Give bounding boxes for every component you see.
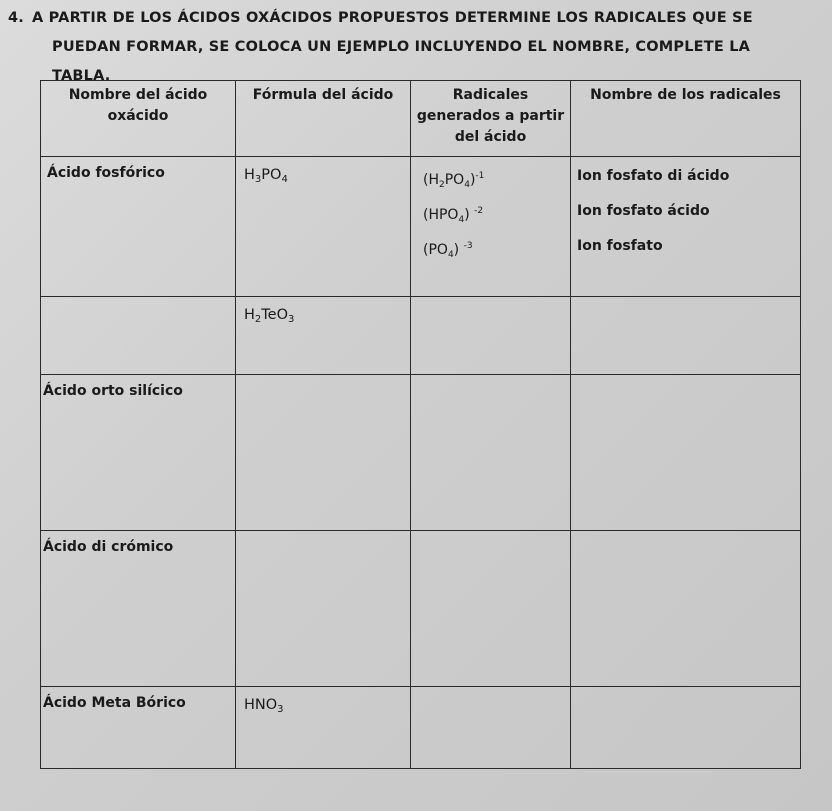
radical-name: Ion fosfato — [577, 238, 663, 254]
formula-subscript: 3 — [254, 174, 262, 185]
radical-item — [423, 231, 564, 266]
formula-part: HNO — [244, 697, 278, 713]
acid-name: Ácido fosfórico — [47, 165, 165, 181]
exercise-instructions — [8, 4, 808, 91]
formula-cell[interactable] — [236, 687, 411, 769]
radical-subscript: 4 — [458, 215, 465, 225]
formula-subscript: 3 — [277, 704, 284, 715]
radicals-list — [411, 157, 570, 266]
formula-part: H — [244, 167, 255, 183]
exercise-number: 4. — [8, 10, 24, 26]
formula-subscript: 4 — [281, 174, 288, 185]
radical-name: Ion fosfato ácido — [577, 203, 710, 219]
formula-cell[interactable] — [236, 297, 411, 375]
formula-subscript: 3 — [288, 314, 295, 325]
table-row — [41, 687, 801, 769]
instruction-line-2: PUEDAN FORMAR, SE COLOCA UN EJEMPLO INCLUYENDO EL NOMBRE, COMPLETE LA — [52, 39, 751, 55]
acid-name-cell[interactable] — [41, 687, 236, 769]
acids-table — [40, 80, 801, 769]
radical-part: ) — [453, 242, 460, 258]
formula-part: H — [244, 307, 255, 323]
radical-names-cell[interactable] — [571, 157, 801, 297]
acid-name: Ácido Meta Bórico — [43, 695, 186, 711]
instruction-line-1 — [8, 4, 808, 33]
instruction-line-3: TABLA. — [52, 68, 111, 84]
radical-charge: -2 — [474, 206, 484, 216]
radical-subscript: 4 — [464, 180, 470, 190]
radical-part: (HPO — [423, 207, 459, 223]
acid-formula — [236, 157, 410, 185]
formula-part: TeO — [261, 307, 289, 323]
radicals-cell[interactable] — [411, 531, 571, 687]
radical-part: (H — [423, 172, 439, 188]
radical-names-cell[interactable] — [571, 297, 801, 375]
acid-formula — [236, 297, 410, 325]
acid-name-cell[interactable] — [41, 531, 236, 687]
acid-name: Ácido orto silícico — [43, 383, 183, 399]
radical-charge: -1 — [475, 171, 485, 181]
radical-item — [423, 196, 564, 231]
radical-subscript: 4 — [447, 250, 454, 260]
header-acid-name: Nombre del ácido oxácido — [41, 81, 236, 157]
radical-part: ) — [469, 172, 476, 188]
radical-part: (PO — [423, 242, 448, 258]
formula-cell[interactable] — [236, 375, 411, 531]
acid-name: Ácido di crómico — [43, 539, 174, 555]
header-radicals: Radicales generados a partir del ácido — [411, 81, 571, 157]
acid-name-cell[interactable] — [41, 297, 236, 375]
radicals-cell[interactable] — [411, 297, 571, 375]
acid-name-cell[interactable] — [41, 375, 236, 531]
radical-names-cell[interactable] — [571, 531, 801, 687]
radical-name: Ion fosfato di ácido — [577, 168, 730, 184]
formula-cell[interactable] — [236, 531, 411, 687]
instruction-text-1: A PARTIR DE LOS ÁCIDOS OXÁCIDOS PROPUESTOS DETERMINE LOS RADICALES QUE SE — [32, 10, 753, 26]
table-row — [41, 157, 801, 297]
table-row — [41, 375, 801, 531]
radicals-cell[interactable] — [411, 157, 571, 297]
radical-names-list — [571, 157, 800, 266]
radicals-cell[interactable] — [411, 687, 571, 769]
radical-names-cell[interactable] — [571, 687, 801, 769]
radical-part: PO — [444, 172, 465, 188]
acid-name — [41, 297, 235, 305]
radical-names-cell[interactable] — [571, 375, 801, 531]
radicals-cell[interactable] — [411, 375, 571, 531]
radical-charge: -3 — [463, 241, 473, 251]
table-header-row — [41, 81, 801, 157]
radical-item — [423, 161, 564, 196]
radical-part: ) — [464, 207, 470, 223]
header-formula: Fórmula del ácido — [236, 81, 411, 157]
radical-subscript: 2 — [439, 180, 445, 190]
formula-part: PO — [261, 167, 282, 183]
acid-name-cell[interactable] — [41, 157, 236, 297]
acid-formula — [236, 687, 410, 715]
table-row — [41, 297, 801, 375]
table-row — [41, 531, 801, 687]
formula-cell[interactable] — [236, 157, 411, 297]
header-radical-names: Nombre de los radicales — [571, 81, 801, 157]
formula-subscript: 2 — [254, 314, 262, 325]
